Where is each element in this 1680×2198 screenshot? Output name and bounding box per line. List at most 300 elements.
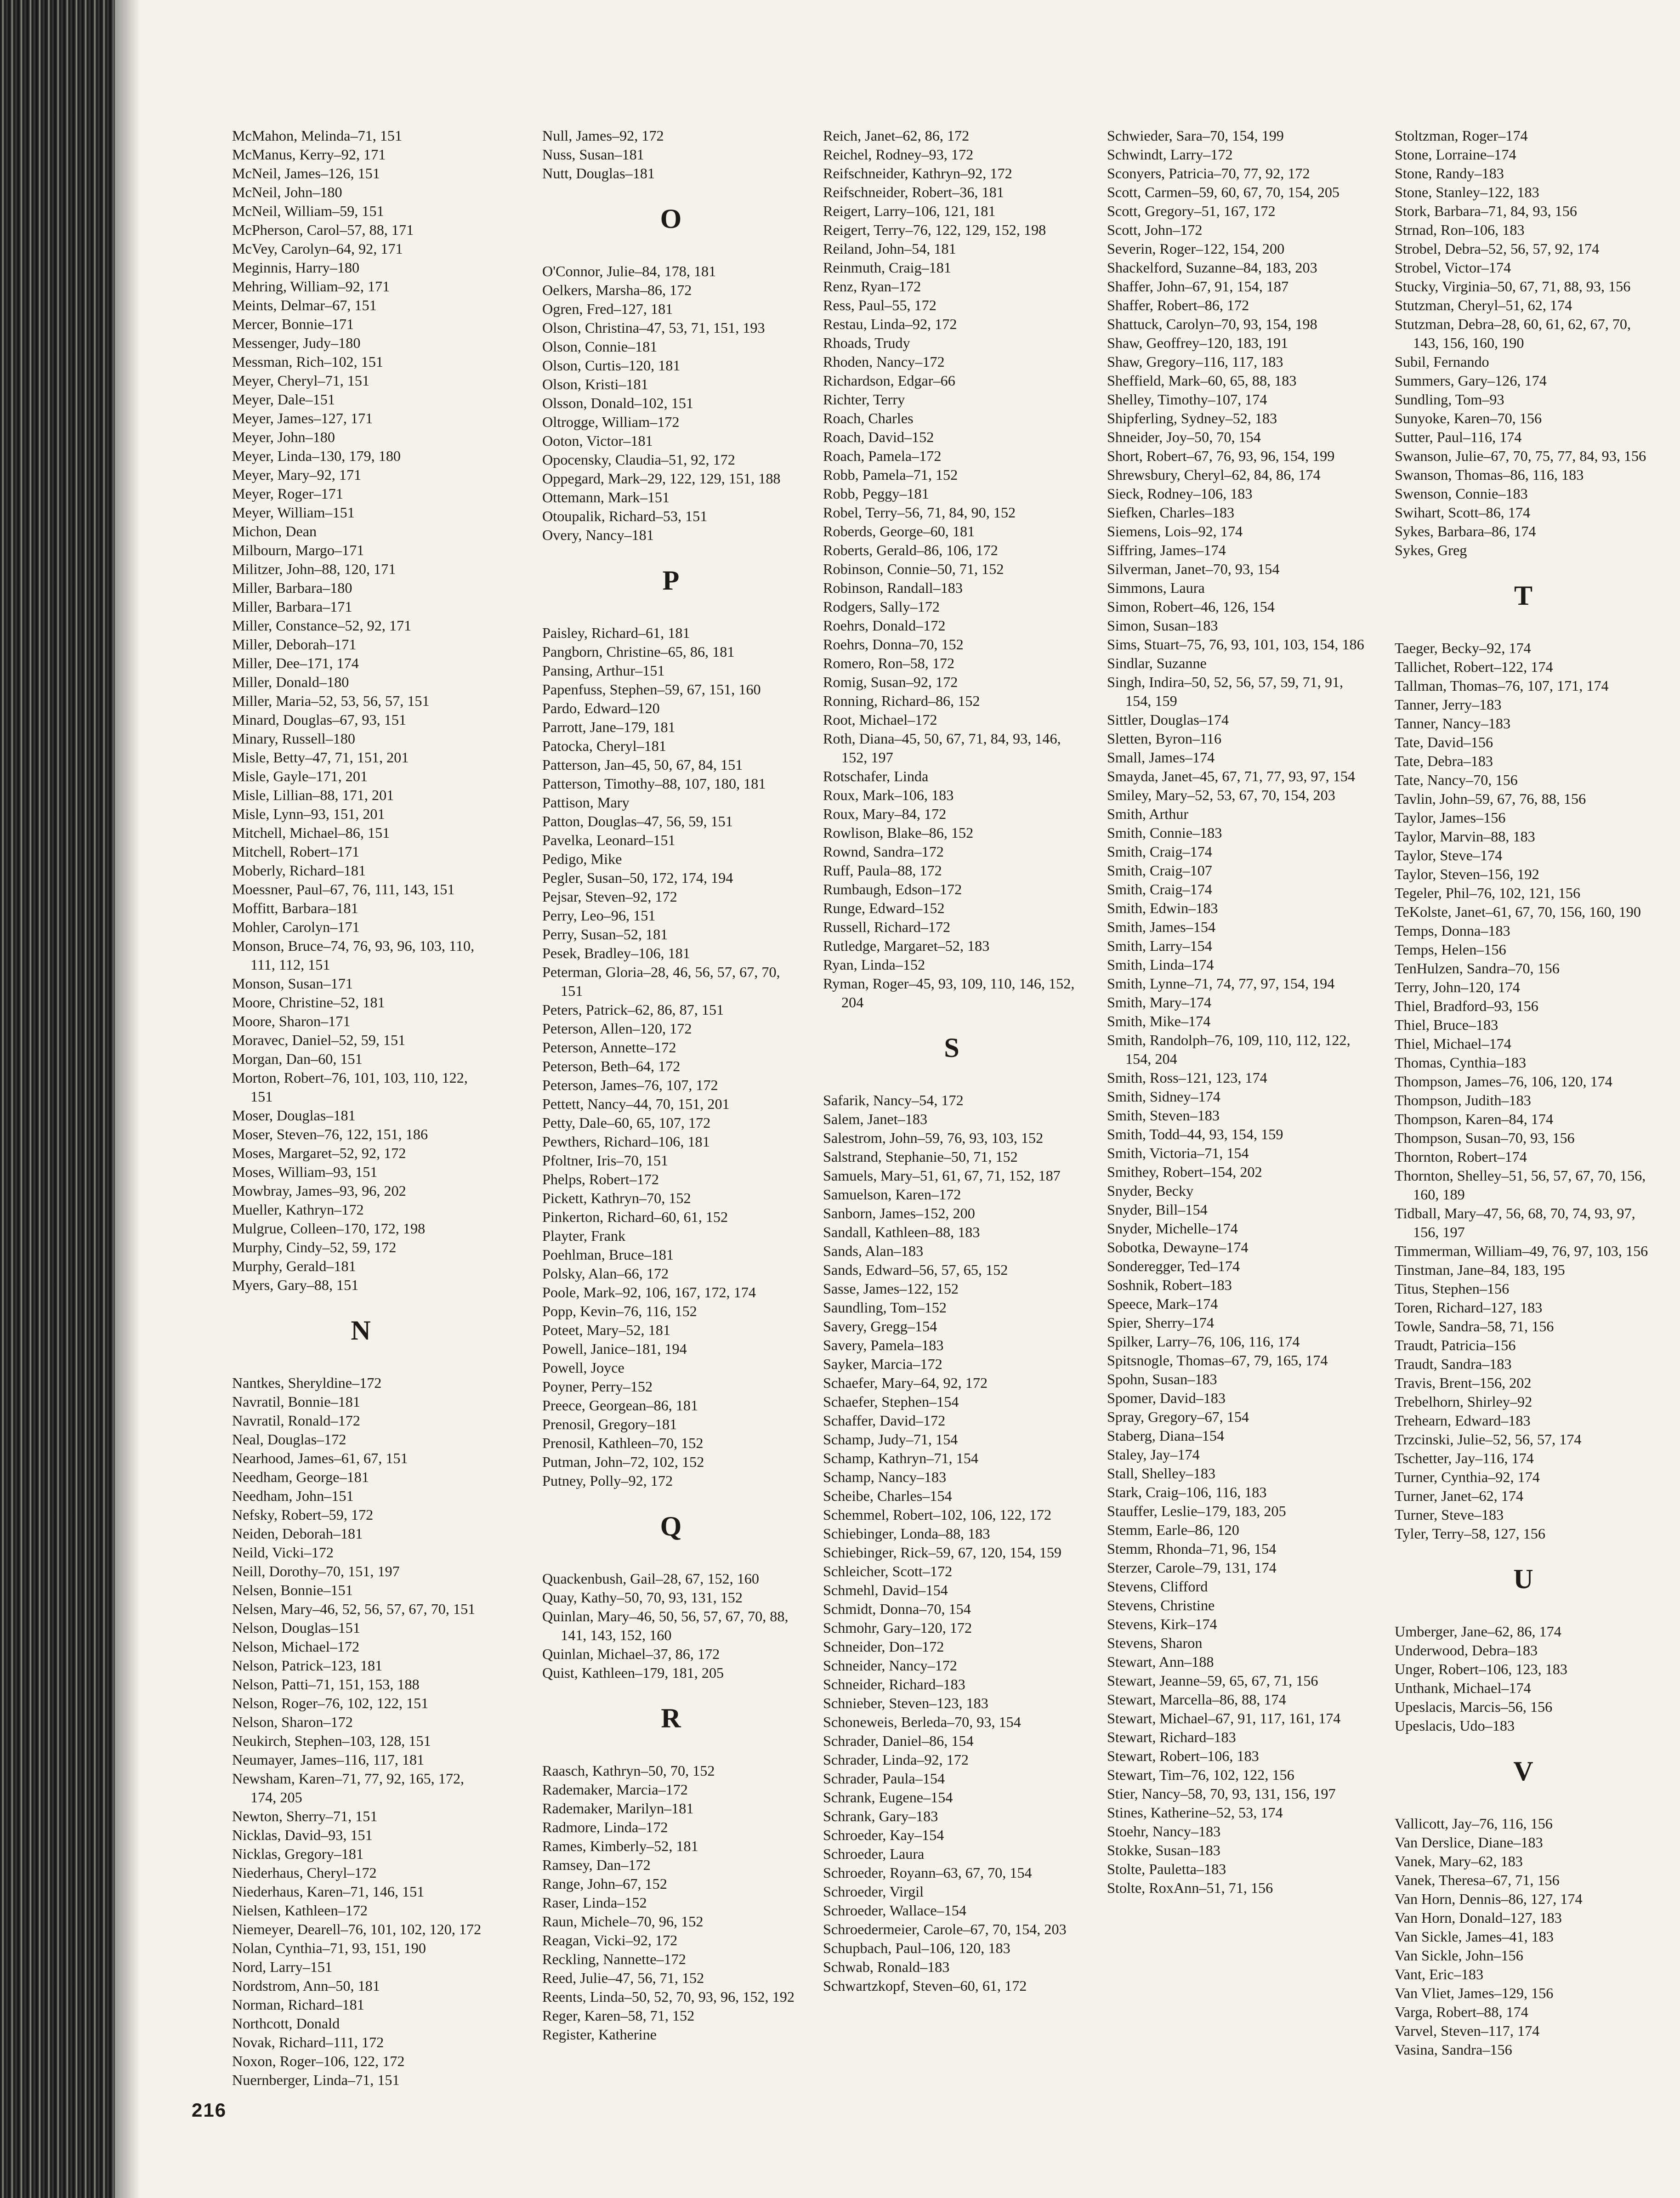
index-entry: Murphy, Cindy–52, 59, 172 [232, 1239, 397, 1255]
index-entry: Schroeder, Virgil [823, 1883, 924, 1900]
index-entry: Thompson, Karen–84, 174 [1395, 1111, 1554, 1127]
index-entry: Stoltzman, Roger–174 [1395, 127, 1528, 144]
index-entry: Putney, Polly–92, 172 [542, 1472, 673, 1489]
index-entry: Turner, Cynthia–92, 174 [1395, 1469, 1540, 1485]
index-entry: Miller, Barbara–171 [232, 598, 352, 615]
index-entry: Ryan, Linda–152 [823, 956, 925, 973]
index-entry: Opocensky, Claudia–51, 92, 172 [542, 451, 735, 468]
section-letter-heading: Q [660, 1511, 682, 1541]
index-entry: Roehrs, Donna–70, 152 [823, 636, 964, 653]
index-entry: Titus, Stephen–156 [1395, 1280, 1510, 1297]
index-entry: McMahon, Melinda–71, 151 [232, 127, 403, 144]
index-entry: Restau, Linda–92, 172 [823, 316, 957, 332]
index-entry: Smith, Lynne–71, 74, 77, 97, 154, 194 [1107, 975, 1335, 992]
index-entry: Reinmuth, Craig–181 [823, 259, 951, 276]
index-entry: Pangborn, Christine–65, 86, 181 [542, 643, 735, 660]
index-entry: Raasch, Kathryn–50, 70, 152 [542, 1762, 715, 1779]
index-entry: Pedigo, Mike [542, 851, 622, 867]
index-entry: Stone, Lorraine–174 [1395, 146, 1516, 163]
index-entry: Stevens, Sharon [1107, 1635, 1203, 1651]
index-entry: Nicklas, David–93, 151 [232, 1827, 373, 1843]
index-entry: Pegler, Susan–50, 172, 174, 194 [542, 869, 733, 886]
index-entry: Stork, Barbara–71, 84, 93, 156 [1395, 203, 1577, 219]
index-entry: Parrott, Jane–179, 181 [542, 719, 675, 735]
index-entry: Smith, Mary–174 [1107, 994, 1212, 1011]
index-entry: Meyer, Cheryl–71, 151 [232, 372, 370, 389]
index-entry: Neild, Vicki–172 [232, 1544, 334, 1561]
index-entry: Prenosil, Gregory–181 [542, 1416, 677, 1432]
index-entry: Misle, Gayle–171, 201 [232, 768, 368, 784]
index-entry: Scott, John–172 [1107, 222, 1203, 238]
index-entry: Robinson, Connie–50, 71, 152 [823, 561, 1004, 577]
index-entry: Sonderegger, Ted–174 [1107, 1258, 1240, 1274]
index-entry: Pettett, Nancy–44, 70, 151, 201 [542, 1096, 730, 1112]
page-number: 216 [192, 2099, 227, 2121]
index-entry: Ryman, Roger–45, 93, 109, 110, 146, 152, 204 [823, 975, 1075, 1011]
index-entry: Patterson, Jan–45, 50, 67, 84, 151 [542, 756, 743, 773]
index-entry: Misle, Lillian–88, 171, 201 [232, 787, 394, 803]
index-entry: Spilker, Larry–76, 106, 116, 174 [1107, 1333, 1300, 1350]
index-entry: Schwartzkopf, Steven–60, 61, 172 [823, 1977, 1027, 1994]
index-entry: Toren, Richard–127, 183 [1395, 1299, 1543, 1316]
index-column-2 [542, 126, 800, 2044]
index-entry: Rames, Kimberly–52, 181 [542, 1838, 698, 1854]
index-entry: Siemens, Lois–92, 174 [1107, 523, 1243, 540]
index-entry: Raser, Linda–152 [542, 1894, 647, 1911]
index-entry: Tyler, Terry–58, 127, 156 [1395, 1525, 1545, 1542]
index-entry: Shackelford, Suzanne–84, 183, 203 [1107, 259, 1317, 276]
index-entry: Nelson, Sharon–172 [232, 1714, 353, 1730]
index-entry: Traudt, Sandra–183 [1395, 1356, 1512, 1372]
index-entry: Siefken, Charles–183 [1107, 504, 1235, 521]
index-entry: Moses, William–93, 151 [232, 1164, 378, 1180]
index-entry: Patton, Douglas–47, 56, 59, 151 [542, 813, 733, 829]
index-entry: Sindlar, Suzanne [1107, 655, 1207, 671]
index-entry: Meyer, Roger–171 [232, 485, 343, 502]
index-entry: Miller, Donald–180 [232, 674, 349, 690]
index-entry: Pfoltner, Iris–70, 151 [542, 1152, 669, 1169]
index-entry: Niemeyer, Dearell–76, 101, 102, 120, 172 [232, 1921, 482, 1937]
index-entry: Renz, Ryan–172 [823, 278, 921, 295]
index-entry: Runge, Edward–152 [823, 900, 945, 916]
index-entry: Stevens, Kirk–174 [1107, 1616, 1217, 1632]
index-entry: Robb, Peggy–181 [823, 485, 929, 502]
index-entry: Spier, Sherry–174 [1107, 1314, 1214, 1331]
index-entry: Sandall, Kathleen–88, 183 [823, 1224, 980, 1240]
index-entry: Snyder, Becky [1107, 1182, 1194, 1199]
index-entry: Vanek, Mary–62, 183 [1395, 1853, 1523, 1869]
index-entry: Schwindt, Larry–172 [1107, 146, 1233, 163]
index-entry: Poyner, Perry–152 [542, 1378, 653, 1395]
index-entry: Schaefer, Mary–64, 92, 172 [823, 1374, 988, 1391]
index-entry: Umberger, Jane–62, 86, 174 [1395, 1623, 1561, 1640]
index-entry: Murphy, Gerald–181 [232, 1258, 356, 1274]
index-entry: Meyer, John–180 [232, 429, 335, 445]
index-entry: Stone, Randy–183 [1395, 165, 1504, 182]
index-entry: Peters, Patrick–62, 86, 87, 151 [542, 1001, 724, 1018]
index-entry: Quinlan, Michael–37, 86, 172 [542, 1646, 720, 1662]
index-entry: Robinson, Randall–183 [823, 579, 963, 596]
index-entry: Schroeder, Laura [823, 1846, 925, 1862]
index-entry: Phelps, Robert–172 [542, 1171, 659, 1187]
index-entry: Russell, Richard–172 [823, 919, 951, 935]
index-entry: Swenson, Connie–183 [1395, 485, 1528, 502]
index-entry: Stark, Craig–106, 116, 183 [1107, 1484, 1267, 1500]
index-entry: Peterson, James–76, 107, 172 [542, 1077, 718, 1093]
index-entry: Simmons, Laura [1107, 579, 1205, 596]
index-entry: Smith, James–154 [1107, 919, 1216, 935]
index-entry: Pansing, Arthur–151 [542, 662, 665, 679]
index-entry: Schaefer, Stephen–154 [823, 1393, 959, 1410]
index-entry: Moser, Douglas–181 [232, 1107, 356, 1124]
index-entry: Schneider, Nancy–172 [823, 1657, 957, 1674]
index-entry: Navratil, Ronald–172 [232, 1412, 360, 1429]
index-entry: Sunyoke, Karen–70, 156 [1395, 410, 1542, 426]
index-entry: McNeil, John–180 [232, 184, 342, 200]
index-entry: Milbourn, Margo–171 [232, 542, 364, 558]
index-entry: Pewthers, Richard–106, 181 [542, 1133, 710, 1150]
index-entry: Novak, Richard–111, 172 [232, 2034, 384, 2050]
index-entry: Misle, Lynn–93, 151, 201 [232, 806, 385, 822]
index-entry: Salem, Janet–183 [823, 1111, 928, 1127]
index-entry: O'Connor, Julie–84, 178, 181 [542, 263, 716, 279]
index-entry: Temps, Helen–156 [1395, 941, 1506, 958]
section-letter-heading: N [351, 1315, 371, 1346]
index-entry: Roberts, Gerald–86, 106, 172 [823, 542, 998, 558]
index-entry: Tegeler, Phil–76, 102, 121, 156 [1395, 885, 1581, 901]
index-entry: Sykes, Barbara–86, 174 [1395, 523, 1536, 540]
index-entry: Sterzer, Carole–79, 131, 174 [1107, 1559, 1277, 1576]
index-entry: Robel, Terry–56, 71, 84, 90, 152 [823, 504, 1016, 521]
index-entry: Niederhaus, Karen–71, 146, 151 [232, 1883, 425, 1900]
index-entry: Schamp, Judy–71, 154 [823, 1431, 958, 1448]
index-entry: Schiebinger, Londa–88, 183 [823, 1525, 990, 1542]
index-entry: Taylor, Marvin–88, 183 [1395, 828, 1535, 845]
index-entry: Tallichet, Robert–122, 174 [1395, 659, 1553, 675]
index-entry: Pattison, Mary [542, 794, 630, 811]
index-entry: Roth, Diana–45, 50, 67, 71, 84, 93, 146, 152, 197 [823, 730, 1061, 766]
index-entry: Radmore, Linda–172 [542, 1819, 668, 1835]
index-entry: Safarik, Nancy–54, 172 [823, 1092, 964, 1108]
index-entry: Northcott, Donald [232, 2015, 340, 2032]
index-entry: Staberg, Diana–154 [1107, 1427, 1225, 1444]
index-entry: Schamp, Kathryn–71, 154 [823, 1450, 978, 1466]
index-entry: Reichel, Rodney–93, 172 [823, 146, 974, 163]
index-entry: Rademaker, Marcia–172 [542, 1781, 688, 1798]
index-entry: Smith, Sidney–174 [1107, 1088, 1220, 1105]
index-entry: Thiel, Bruce–183 [1395, 1017, 1498, 1033]
index-entry: Speece, Mark–174 [1107, 1295, 1218, 1312]
index-entry: Messman, Rich–102, 151 [232, 353, 384, 370]
index-entry: Schamp, Nancy–183 [823, 1469, 947, 1485]
index-entry: Stutzman, Cheryl–51, 62, 174 [1395, 297, 1572, 313]
index-entry: Van Derslice, Diane–183 [1395, 1834, 1543, 1851]
index-entry: Samuels, Mary–51, 61, 67, 71, 152, 187 [823, 1167, 1061, 1184]
index-entry: Shaw, Geoffrey–120, 183, 191 [1107, 335, 1288, 351]
index-entry: Niederhaus, Cheryl–172 [232, 1864, 377, 1881]
index-entry: Spitsnogle, Thomas–67, 79, 165, 174 [1107, 1352, 1328, 1369]
index-entry: Stoehr, Nancy–183 [1107, 1823, 1221, 1840]
index-entry: Morton, Robert–76, 101, 103, 110, 122, 151 [232, 1069, 468, 1105]
index-entry: Smith, Randolph–76, 109, 110, 112, 122, 154, 204 [1107, 1032, 1351, 1067]
index-entry: Schemmel, Robert–102, 106, 122, 172 [823, 1506, 1052, 1523]
index-entry: Trebelhorn, Shirley–92 [1395, 1393, 1532, 1410]
index-entry: Thomas, Cynthia–183 [1395, 1054, 1527, 1071]
index-entry: Ooton, Victor–181 [542, 432, 653, 449]
index-entry: Roux, Mark–106, 183 [823, 787, 954, 803]
index-entry: Tanner, Nancy–183 [1395, 715, 1511, 732]
index-entry: Vant, Eric–183 [1395, 1966, 1484, 1982]
index-entry: Shrewsbury, Cheryl–62, 84, 86, 174 [1107, 466, 1321, 483]
index-entry: Sasse, James–122, 152 [823, 1280, 959, 1297]
index-entry: Nicklas, Gregory–181 [232, 1846, 364, 1862]
index-entry: McNeil, William–59, 151 [232, 203, 384, 219]
index-entry: Van Horn, Dennis–86, 127, 174 [1395, 1891, 1583, 1907]
index-entry: Mitchell, Michael–86, 151 [232, 824, 390, 841]
index-entry: Salestrom, John–59, 76, 93, 103, 152 [823, 1130, 1044, 1146]
index-entry: Schroeder, Kay–154 [823, 1827, 944, 1843]
index-entry: Papenfuss, Stephen–59, 67, 151, 160 [542, 681, 761, 698]
index-entry: Schnieber, Steven–123, 183 [823, 1695, 988, 1711]
index-entry: Turner, Steve–183 [1395, 1506, 1504, 1523]
index-entry: Saundling, Tom–152 [823, 1299, 947, 1316]
index-entry: Olson, Curtis–120, 181 [542, 357, 681, 374]
index-entry: Pardo, Edward–120 [542, 700, 660, 716]
index-entry: Reger, Karen–58, 71, 152 [542, 2007, 695, 2024]
index-entry: Richter, Terry [823, 391, 905, 408]
index-entry: Swanson, Thomas–86, 116, 183 [1395, 466, 1584, 483]
section-letter-heading: P [662, 565, 680, 596]
index-entry: Summers, Gary–126, 174 [1395, 372, 1547, 389]
index-entry: Turner, Janet–62, 174 [1395, 1488, 1524, 1504]
index-entry: Mercer, Bonnie–171 [232, 316, 354, 332]
index-entry: Stewart, Tim–76, 102, 122, 156 [1107, 1766, 1294, 1783]
index-entry: Stewart, Ann–188 [1107, 1653, 1214, 1670]
index-entry: Tanner, Jerry–183 [1395, 696, 1502, 713]
index-entry: Stewart, Marcella–86, 88, 174 [1107, 1691, 1286, 1708]
index-column-1 [232, 126, 489, 2090]
index-entry: Robb, Pamela–71, 152 [823, 466, 958, 483]
index-entry: Subil, Fernando [1395, 353, 1489, 370]
index-entry: Short, Robert–67, 76, 93, 96, 154, 199 [1107, 448, 1335, 464]
index-entry: Stokke, Susan–183 [1107, 1842, 1220, 1858]
index-entry: Neal, Douglas–172 [232, 1431, 346, 1448]
index-entry: Travis, Brent–156, 202 [1395, 1374, 1532, 1391]
index-entry: Upeslacis, Udo–183 [1395, 1717, 1515, 1734]
index-entry: Smayda, Janet–45, 67, 71, 77, 93, 97, 154 [1107, 768, 1355, 784]
index-entry: Null, James–92, 172 [542, 127, 664, 144]
index-entry: Roehrs, Donald–172 [823, 617, 946, 634]
index-entry: Schrader, Linda–92, 172 [823, 1751, 969, 1768]
index-entry: Schrank, Gary–183 [823, 1808, 938, 1824]
index-entry: Strobel, Debra–52, 56, 57, 92, 174 [1395, 240, 1600, 257]
index-entry: Stewart, Jeanne–59, 65, 67, 71, 156 [1107, 1672, 1318, 1689]
index-entry: Meyer, Mary–92, 171 [232, 466, 362, 483]
index-entry: Shelley, Timothy–107, 174 [1107, 391, 1267, 408]
index-entry: Shipferling, Sydney–52, 183 [1107, 410, 1277, 426]
index-entry: Tinstman, Jane–84, 183, 195 [1395, 1261, 1565, 1278]
index-entry: Neukirch, Stephen–103, 128, 151 [232, 1732, 431, 1749]
index-entry: Rutledge, Margaret–52, 183 [823, 937, 990, 954]
index-entry: Quackenbush, Gail–28, 67, 152, 160 [542, 1570, 760, 1587]
index-entry: Neumayer, James–116, 117, 181 [232, 1751, 425, 1768]
index-entry: Morgan, Dan–60, 151 [232, 1051, 363, 1067]
index-entry: Small, James–174 [1107, 749, 1215, 766]
index-entry: Reed, Julie–47, 56, 71, 152 [542, 1970, 704, 1986]
index-entry: Roux, Mary–84, 172 [823, 806, 947, 822]
index-entry: Thompson, Susan–70, 93, 156 [1395, 1130, 1575, 1146]
index-entry: Peterman, Gloria–28, 46, 56, 57, 67, 70, 151 [542, 964, 780, 999]
index-entry: Mueller, Kathryn–172 [232, 1201, 364, 1218]
index-entry: Tidball, Mary–47, 56, 68, 70, 74, 93, 97, 156, 197 [1395, 1205, 1635, 1240]
index-entry: Ottemann, Mark–151 [542, 489, 670, 505]
index-entry: Quay, Kathy–50, 70, 93, 131, 152 [542, 1589, 743, 1606]
index-entry: Shattuck, Carolyn–70, 93, 154, 198 [1107, 316, 1317, 332]
index-entry: Sheffield, Mark–60, 65, 88, 183 [1107, 372, 1297, 389]
index-entry: Schroedermeier, Carole–67, 70, 154, 203 [823, 1921, 1067, 1937]
index-entry: Schwab, Ronald–183 [823, 1959, 950, 1975]
index-entry: Pinkerton, Richard–60, 61, 152 [542, 1209, 728, 1225]
index-entry: Strnad, Ron–106, 183 [1395, 222, 1525, 238]
index-entry: Messenger, Judy–180 [232, 335, 361, 351]
index-entry: Tallman, Thomas–76, 107, 171, 174 [1395, 677, 1609, 694]
index-entry: Mitchell, Robert–171 [232, 843, 360, 860]
index-entry: Smith, Connie–183 [1107, 824, 1222, 841]
index-entry: Stutzman, Debra–28, 60, 61, 62, 67, 70, 143, 156, 160, 190 [1395, 316, 1631, 351]
book-page-edges [0, 0, 115, 2198]
index-entry: Shaw, Gregory–116, 117, 183 [1107, 353, 1283, 370]
index-entry: Miller, Deborah–171 [232, 636, 357, 653]
index-entry: Meints, Delmar–67, 151 [232, 297, 377, 313]
section-letter-heading: U [1513, 1564, 1533, 1594]
index-entry: Sanborn, James–152, 200 [823, 1205, 975, 1221]
index-entry: Ogren, Fred–127, 181 [542, 301, 673, 317]
index-entry: Root, Michael–172 [823, 711, 937, 728]
index-entry: Tate, Nancy–70, 156 [1395, 772, 1518, 788]
index-entry: Schroeder, Royann–63, 67, 70, 154 [823, 1864, 1032, 1881]
index-entry: Nordstrom, Ann–50, 181 [232, 1977, 380, 1994]
index-entry: Sletten, Byron–116 [1107, 730, 1222, 747]
index-entry: Roach, Pamela–172 [823, 448, 942, 464]
index-entry: Siffring, James–174 [1107, 542, 1226, 558]
index-entry: Militzer, John–88, 120, 171 [232, 561, 396, 577]
index-entry: Smith, Todd–44, 93, 154, 159 [1107, 1126, 1283, 1142]
index-entry: Singh, Indira–50, 52, 56, 57, 59, 71, 91, 154, 159 [1107, 674, 1344, 709]
index-entry: Oltrogge, William–172 [542, 414, 680, 430]
index-entry: Olson, Connie–181 [542, 338, 658, 355]
index-entry: Nutt, Douglas–181 [542, 165, 655, 182]
index-entry: Stewart, Michael–67, 91, 117, 161, 174 [1107, 1710, 1341, 1727]
index-entry: Ruff, Paula–88, 172 [823, 862, 942, 879]
index-entry: Sayker, Marcia–172 [823, 1356, 942, 1372]
index-entry: Shaffer, Robert–86, 172 [1107, 297, 1249, 313]
index-entry: Schleicher, Scott–172 [823, 1563, 953, 1579]
index-entry: Stall, Shelley–183 [1107, 1465, 1216, 1482]
index-entry: Raun, Michele–70, 96, 152 [542, 1913, 704, 1930]
index-entry: Savery, Pamela–183 [823, 1337, 944, 1353]
index-entry: Playter, Frank [542, 1227, 626, 1244]
index-entry: Peterson, Beth–64, 172 [542, 1058, 681, 1074]
index-entry: Stevens, Christine [1107, 1597, 1215, 1613]
index-entry: Nelson, Douglas–151 [232, 1619, 360, 1636]
index-column-5 [1395, 126, 1652, 2059]
index-entry: Quist, Kathleen–179, 181, 205 [542, 1664, 724, 1681]
index-entry: McVey, Carolyn–64, 92, 171 [232, 240, 403, 257]
index-entry: Reifschneider, Kathryn–92, 172 [823, 165, 1012, 182]
index-entry: Silverman, Janet–70, 93, 154 [1107, 561, 1280, 577]
index-entry: Rowlison, Blake–86, 152 [823, 824, 974, 841]
index-entry: Norman, Richard–181 [232, 1996, 364, 2013]
index-entry: Romero, Ron–58, 172 [823, 655, 955, 671]
index-entry: Taylor, Steven–156, 192 [1395, 866, 1539, 882]
index-entry: Stevens, Clifford [1107, 1578, 1208, 1595]
index-entry: Reiland, John–54, 181 [823, 240, 956, 257]
index-entry: TenHulzen, Sandra–70, 156 [1395, 960, 1560, 977]
index-entry: Smith, Linda–174 [1107, 956, 1214, 973]
index-entry: Monson, Bruce–74, 76, 93, 96, 103, 110, 111, 112, 151 [232, 937, 475, 973]
index-entry: Schrank, Eugene–154 [823, 1789, 953, 1806]
index-entry: Timmerman, William–49, 76, 97, 103, 156 [1395, 1243, 1648, 1259]
index-entry: Patterson, Timothy–88, 107, 180, 181 [542, 775, 766, 792]
index-entry: Pesek, Bradley–106, 181 [542, 945, 690, 961]
index-entry: Nord, Larry–151 [232, 1959, 333, 1975]
index-entry: Smith, Larry–154 [1107, 937, 1212, 954]
index-entry: Sands, Alan–183 [823, 1243, 924, 1259]
index-entry: Simon, Robert–46, 126, 154 [1107, 598, 1275, 615]
index-entry: Moore, Sharon–171 [232, 1013, 351, 1029]
index-entry: Prenosil, Kathleen–70, 152 [542, 1435, 704, 1451]
index-entry: Schupbach, Paul–106, 120, 183 [823, 1940, 1010, 1956]
index-entry: Misle, Betty–47, 71, 151, 201 [232, 749, 409, 766]
index-entry: Stines, Katherine–52, 53, 174 [1107, 1804, 1283, 1821]
index-entry: Neill, Dorothy–70, 151, 197 [232, 1563, 400, 1579]
index-entry: Schmidt, Donna–70, 154 [823, 1601, 971, 1617]
index-entry: Trehearn, Edward–183 [1395, 1412, 1531, 1429]
index-entry: Meginnis, Harry–180 [232, 259, 360, 276]
index-entry: Schneider, Don–172 [823, 1638, 944, 1655]
index-entry: Poehlman, Bruce–181 [542, 1246, 674, 1263]
index-entry: Van Horn, Donald–127, 183 [1395, 1909, 1562, 1926]
index-entry: Varvel, Steven–117, 174 [1395, 2022, 1540, 2039]
index-entry: Monson, Susan–171 [232, 975, 353, 992]
index-entry: Nolan, Cynthia–71, 93, 151, 190 [232, 1940, 426, 1956]
index-entry: Myers, Gary–88, 151 [232, 1277, 359, 1293]
index-entry: Thornton, Shelley–51, 56, 57, 67, 70, 156, 160, 189 [1395, 1167, 1646, 1203]
index-entry: Schroeder, Wallace–154 [823, 1902, 966, 1919]
index-entry: Snyder, Bill–154 [1107, 1201, 1208, 1218]
index-entry: Poteet, Mary–52, 181 [542, 1322, 670, 1338]
index-entry: Underwood, Debra–183 [1395, 1642, 1538, 1658]
index-entry: Overy, Nancy–181 [542, 527, 654, 543]
index-entry: Mowbray, James–93, 96, 202 [232, 1182, 406, 1199]
index-entry: Preece, Georgean–86, 181 [542, 1397, 698, 1414]
index-entry: Spray, Gregory–67, 154 [1107, 1409, 1249, 1425]
index-entry: Smith, Edwin–183 [1107, 900, 1218, 916]
index-entry: Miller, Barbara–180 [232, 579, 352, 596]
index-entry: Moore, Christine–52, 181 [232, 994, 385, 1011]
index-entry: Pavelka, Leonard–151 [542, 832, 675, 848]
index-entry: Mohler, Carolyn–171 [232, 919, 360, 935]
index-entry: Ramsey, Dan–172 [542, 1857, 651, 1873]
index-entry: Nelson, Michael–172 [232, 1638, 360, 1655]
index-entry: Scott, Gregory–51, 167, 172 [1107, 203, 1276, 219]
section-letter-heading: S [944, 1033, 959, 1063]
index-entry: Thornton, Robert–174 [1395, 1148, 1527, 1165]
index-entry: Peterson, Annette–172 [542, 1039, 676, 1056]
index-entry: Swanson, Julie–67, 70, 75, 77, 84, 93, 156 [1395, 448, 1646, 464]
index-entry: Sieck, Rodney–106, 183 [1107, 485, 1253, 502]
index-entry: Tschetter, Jay–116, 174 [1395, 1450, 1534, 1466]
